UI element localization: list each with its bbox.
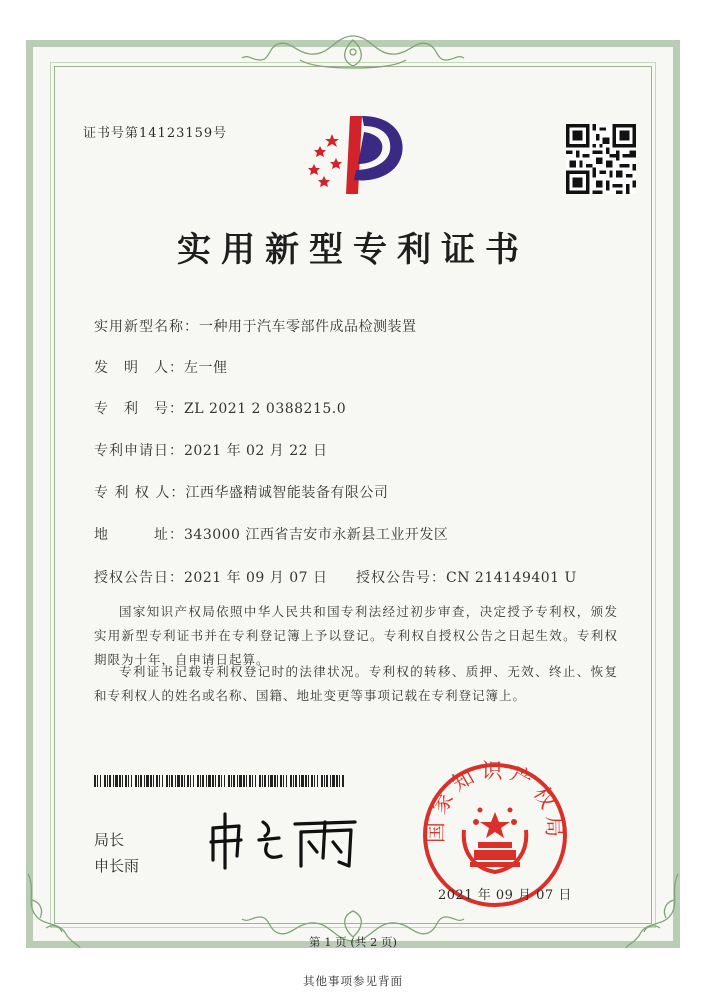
utility-model-name-row	[94, 316, 417, 336]
utility-model-name-label: 实用新型名称：	[94, 319, 199, 335]
seal-date: 2021 年 09 月 07 日	[438, 888, 572, 903]
barcode-icon	[94, 775, 346, 787]
patentee-value: 江西华盛精诚智能装备有限公司	[185, 485, 389, 501]
inventor-row	[94, 357, 228, 377]
legal-status-paragraph: 专利证书记载专利权登记时的法律状况。专利权的转移、质押、无效、终止、恢复和专利权人的姓名或名称、国籍、地址变更等事项记载在专利登记簿上。	[94, 664, 618, 703]
certificate-title: 实用新型专利证书	[177, 230, 529, 270]
grant-date-value: 2021 年 09 月 07 日	[184, 570, 328, 586]
inventor-label: 发 明 人：	[94, 360, 184, 376]
patentee-row	[94, 482, 388, 502]
filing-date-label: 专利申请日：	[94, 443, 184, 459]
top-ornament	[240, 30, 466, 72]
patentee-label: 专 利 权 人：	[94, 485, 186, 501]
address-value: 343000 江西省吉安市永新县工业开发区	[184, 527, 449, 543]
grant-number-label: 授权公告号：	[356, 570, 446, 586]
grant-number-row	[356, 567, 577, 587]
filing-date-row	[94, 440, 328, 460]
patent-number-label: 专 利 号：	[94, 401, 184, 417]
patent-number-value: ZL 2021 2 0388215.0	[184, 401, 347, 417]
grant-date-label: 授权公告日：	[94, 570, 184, 586]
filing-date-value: 2021 年 02 月 22 日	[184, 443, 328, 459]
grant-number-value: CN 214149401 U	[446, 570, 577, 586]
footer-note: 其他事项参见背面	[303, 974, 403, 988]
director-title: 局长	[94, 831, 125, 849]
grant-date-row	[94, 567, 328, 587]
address-label: 地 址：	[94, 527, 184, 543]
patent-number-row	[94, 398, 346, 418]
director-name: 申长雨	[94, 857, 140, 875]
address-row	[94, 524, 448, 544]
director-signature-image	[205, 810, 365, 872]
utility-model-name-value: 一种用于汽车零部件成品检测装置	[199, 319, 417, 335]
certificate-number: 证书号第14123159号	[83, 126, 228, 141]
inventor-value: 左一俚	[184, 360, 228, 376]
grant-statement-paragraph: 国家知识产权局依照中华人民共和国专利法经过初步审查，决定授予专利权，颁发实用新型专利证书并在专利登记簿上予以登记。专利权自授权公告之日起生效。专利权期限为十年，自申请日起算。	[94, 604, 618, 667]
qr-code-icon	[566, 124, 636, 194]
seal-text: 国家知识产权局	[423, 760, 567, 844]
cnipa-logo-icon	[302, 112, 412, 198]
page-info: 第 1 页 (共 2 页)	[309, 935, 397, 949]
